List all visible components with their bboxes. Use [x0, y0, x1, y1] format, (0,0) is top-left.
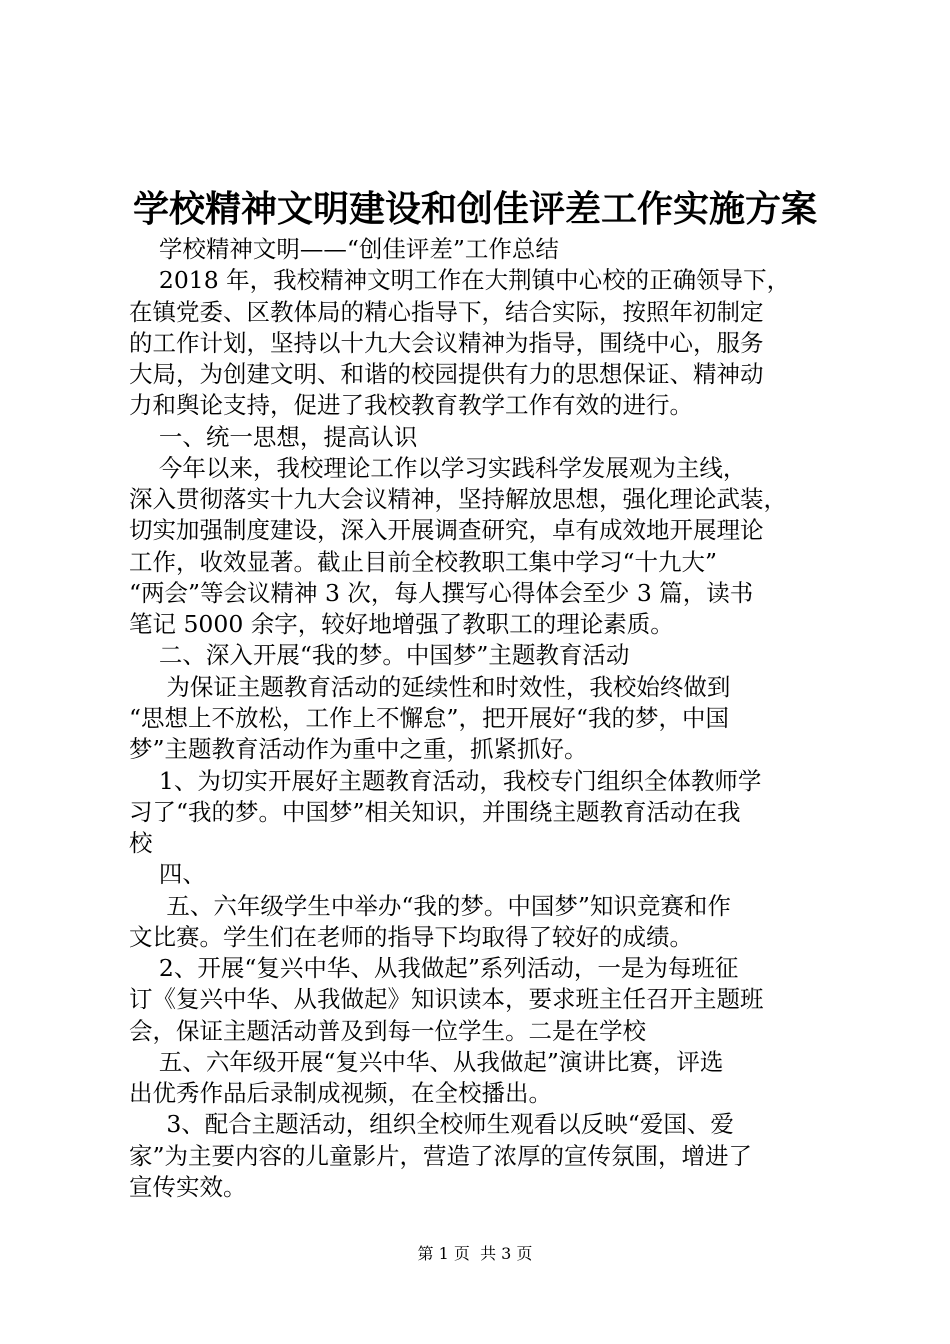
body-line: 切实加强制度建设，深入开展调查研究，卓有成效地开展理论 [129, 516, 764, 544]
body-line: 校 [129, 829, 153, 857]
body-line: 为保证主题教育活动的延续性和时效性，我校始终做到 [129, 673, 731, 701]
body-line: 2018 年，我校精神文明工作在大荆镇中心校的正确领导下， [129, 266, 791, 294]
body-line: “两会”等会议精神 3 次，每人撰写心得体会至少 3 篇，读书 [129, 579, 754, 607]
body-line: 五、六年级开展“复兴中华、从我做起”演讲比赛，评选 [129, 1048, 724, 1076]
body-line: 宣传实效。 [129, 1173, 247, 1201]
body-line: 1、为切实开展好主题教育活动，我校专门组织全体教师学 [129, 767, 762, 795]
body-line: 大局，为创建文明、和谐的校园提供有力的思想保证、精神动 [129, 360, 764, 388]
body-line: 订《复兴中华、从我做起》知识读本，要求班主任召开主题班 [129, 985, 764, 1013]
body-line: 五、六年级学生中举办“我的梦。中国梦”知识竞赛和作 [129, 892, 731, 920]
page-number-footer: 第 1 页 共 3 页 [417, 1244, 533, 1263]
section-heading: 二、深入开展“我的梦。中国梦”主题教育活动 [129, 641, 630, 669]
document-title: 学校精神文明建设和创佳评差工作实施方案 [132, 188, 817, 230]
body-line: 3、配合主题活动，组织全校师生观看以反映“爱国、爱 [129, 1110, 734, 1138]
body-line: 力和舆论支持，促进了我校教育教学工作有效的进行。 [129, 391, 693, 419]
body-line: 学校精神文明——“创佳评差”工作总结 [129, 235, 559, 263]
body-line: 家”为主要内容的儿童影片，营造了浓厚的宣传氛围，增进了 [129, 1142, 753, 1170]
body-line: 会，保证主题活动普及到每一位学生。二是在学校 [129, 1017, 646, 1045]
section-heading: 一、统一思想，提高认识 [129, 423, 418, 451]
body-line: 笔记 5000 余字，较好地增强了教职工的理论素质。 [129, 610, 674, 638]
body-line: 深入贯彻落实十九大会议精神，坚持解放思想，强化理论武装， [129, 485, 787, 513]
body-line: 在镇党委、区教体局的精心指导下，结合实际，按照年初制定 [129, 298, 764, 326]
body-line: “思想上不放松，工作上不懈怠”，把开展好“我的梦，中国 [129, 704, 730, 732]
body-line: 出优秀作品后录制成视频，在全校播出。 [129, 1079, 552, 1107]
body-line: 2、开展“复兴中华、从我做起”系列活动，一是为每班征 [129, 954, 739, 982]
section-heading: 四、 [129, 860, 206, 888]
body-line: 今年以来，我校理论工作以学习实践科学发展观为主线， [129, 454, 747, 482]
body-line: 文比赛。学生们在老师的指导下均取得了较好的成绩。 [129, 923, 693, 951]
body-line: 工作，收效显著。截止目前全校教职工集中学习“十九大” [129, 548, 718, 576]
body-line: 的工作计划，坚持以十九大会议精神为指导，围绕中心，服务 [129, 329, 764, 357]
body-line: 习了“我的梦。中国梦”相关知识，并围绕主题教育活动在我 [129, 798, 741, 826]
body-line: 梦”主题教育活动作为重中之重，抓紧抓好。 [129, 735, 588, 763]
